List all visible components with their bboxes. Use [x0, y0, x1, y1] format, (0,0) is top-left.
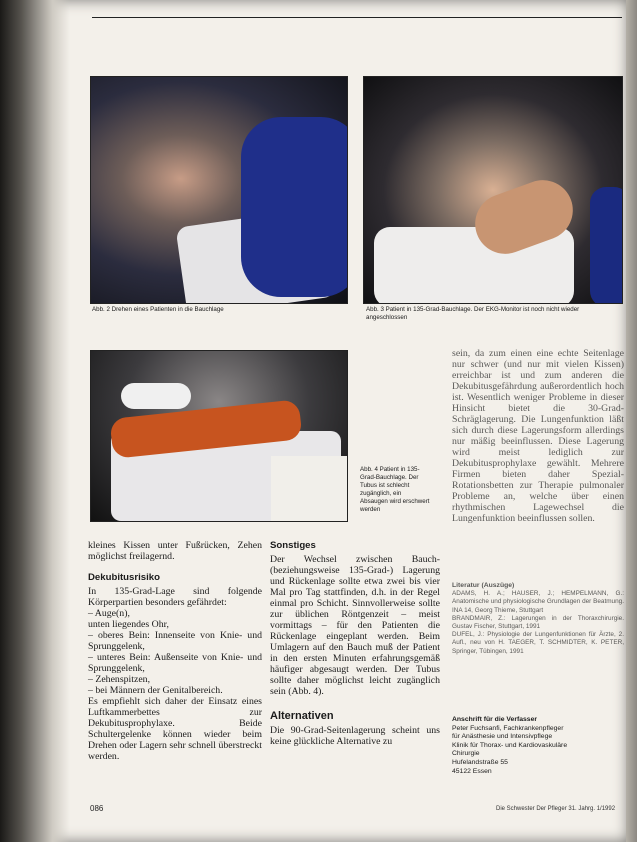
section-heading: Sonstiges	[270, 540, 316, 551]
author-address	[452, 716, 624, 776]
list-item: – unteres Bein: Außenseite von Knie- und Sprunggelenk,	[88, 652, 262, 674]
address-line: Peter Fuchsanfi, Fachkrankenpfleger	[452, 724, 564, 732]
literature-section	[452, 582, 624, 656]
list-item: – oberes Bein: Innenseite von Knie- und Sprunggelenk,	[88, 630, 262, 652]
figure-2-caption: Abb. 2 Drehen eines Patienten in die Bauchlage	[92, 306, 224, 313]
paragraph: Die 90-Grad-Seitenlagerung scheint uns keine glückliche Alternative zu	[270, 725, 440, 747]
address-line: für Anästhesie und Intensivpflege	[452, 733, 553, 741]
list-item: – bei Männern der Genitalbereich.	[88, 685, 223, 696]
paragraph: Es empfiehlt sich daher der Einsatz eines Luftkammerbettes zur Dekubitusprophylaxe. Beide Schultergelenke können wieder beim Drehen oder Lagern sehr schnell überstreckt werden.	[88, 696, 262, 762]
paragraph: sein, da zum einen eine echte Seitenlage nur schwer (und nur mit vielen Kissen) erreichbar ist und zum anderen die Dekubitusgefährdung außerordentlich hoch ist. Wesentlich weniger Probleme in dieser Hinsicht bietet die 30-Grad-Schräglagerung. Die Lungenfunktion läßt sich durch diese Lagerungsform allerdings nur mäßig beeinflussen. Diese Lagerung wird meist lediglich zur Dekubitusprophylaxe gewählt. Mehrere Firmen bieten daher Spezial-Rotationsbetten zur Therapie pulmonaler Probleme an, welche über einen rhythmischen Lagewechsel die Lungenfunktion beeinflussen sollen.	[452, 348, 624, 524]
list-item: – Zehenspitzen,	[88, 674, 151, 685]
paragraph: In 135-Grad-Lage sind folgende Körperpartien besonders gefährdet:	[88, 586, 262, 608]
figure-3-photo	[363, 76, 623, 304]
paragraph: kleines Kissen unter Fußrücken, Zehen möglichst freilagernd.	[88, 540, 262, 562]
figure-3-caption: Abb. 3 Patient in 135-Grad-Bauchlage. Der EKG-Monitor ist noch nicht wieder angeschlossen	[366, 306, 580, 321]
figure-4-photo	[90, 350, 348, 522]
risk-list	[88, 608, 262, 696]
text-column-1	[88, 540, 262, 762]
header-rule	[92, 17, 622, 18]
book-gutter-shadow	[0, 0, 70, 842]
page-edge	[626, 0, 637, 842]
address-line: 45122 Essen	[452, 767, 492, 775]
section-heading: Alternativen	[270, 710, 334, 722]
paragraph: Der Wechsel zwischen Bauch- (beziehungsweise 135-Grad-) Lagerung und Rückenlage sollte etwa zwei bis vier Mal pro Tag stattfinden, d.h. in der Regel einmal pro Schicht. Sinnvollerweise sollte zur üblichen Röntgenzeit – meist vormittags – für den Patienten die Rückenlage eingeplant werden. Beim Umlagern auf den Bauch muß der Patient in den ersten Minuten erfahrungsgemäß häufiger abgesaugt werden. Der Tubus sollte daher möglichst leicht zugänglich sein (Abb. 4).	[270, 554, 440, 697]
reference: BRANDMAIR, Z.: Lagerungen in der Thoraxchirurgie. Gustav Fischer, Stuttgart, 1991	[452, 614, 624, 631]
section-heading: Dekubitusrisiko	[88, 572, 160, 583]
address-line: Hufelandstraße 55	[452, 758, 508, 766]
figure-4-caption: Abb. 4 Patient in 135-Grad-Bauchlage. Der Tubus ist schlecht zugänglich, ein Absaugen wird erschwert werden	[360, 466, 430, 513]
reference: DUFEL, J.: Physiologie der Lungenfunktionen für Ärzte, 2. Aufl., neu von H. TAEGER, T. SCHMIDTER, K. PETER, Springer, Tübingen, 1991	[452, 631, 624, 655]
reference: ADAMS, H. A.; HAUSER, J.; HEMPELMANN, G.: Anatomische und physiologische Grundlagen der Beatmung. INA 14, Georg Thieme, Stuttgart	[452, 590, 624, 614]
text-column-3	[452, 348, 624, 524]
journal-footer: Die Schwester Der Pfleger 31. Jahrg. 1/1992	[496, 806, 616, 812]
text-column-2	[270, 540, 440, 747]
address-heading: Anschrift für die Verfasser	[452, 716, 537, 723]
list-item: – Auge(n),	[88, 608, 130, 619]
address-line: Klinik für Thorax- und Kardiovaskuläre	[452, 741, 568, 749]
literature-heading: Literatur (Auszüge)	[452, 582, 515, 589]
address-line: Chirurgie	[452, 750, 480, 758]
page-number: 086	[90, 804, 104, 813]
list-item: unten liegendes Ohr,	[88, 619, 169, 630]
figure-2-photo	[90, 76, 348, 304]
